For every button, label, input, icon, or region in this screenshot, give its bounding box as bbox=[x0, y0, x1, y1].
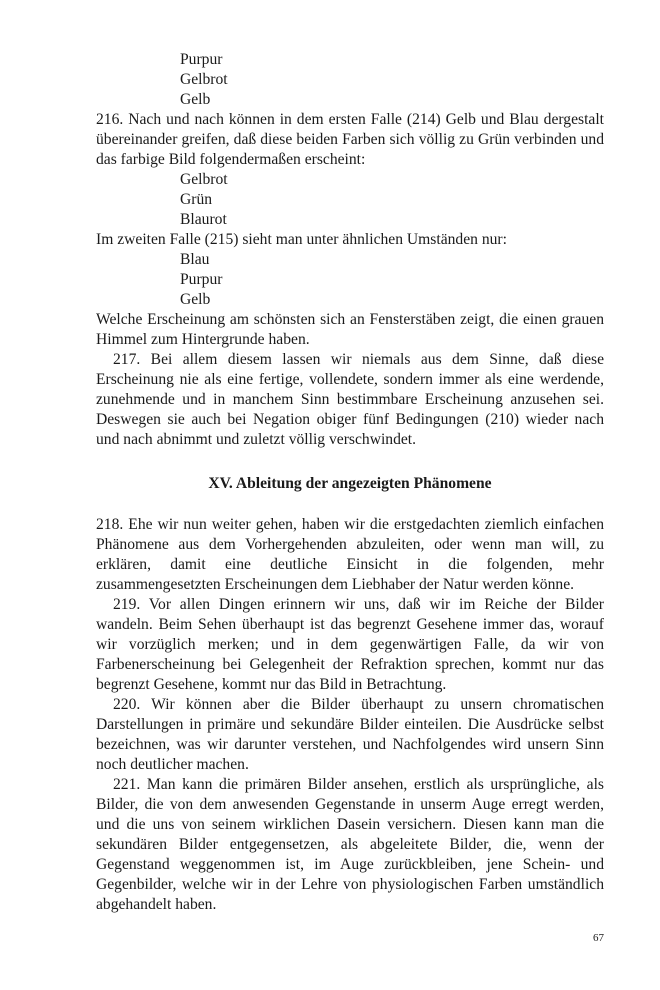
list-item: Gelbrot bbox=[180, 71, 228, 88]
paragraph-218: 218. Ehe wir nun weiter gehen, haben wir die erstgedachten ziemlich einfachen Phänomene aus dem Vorhergehenden abzuleiten, oder wenn man will, zu erklären, damit eine deutliche Einsicht in die folgenden, mehr zusammengesetzten Erscheinungen dem Liebhaber der Natur werden könne. bbox=[96, 516, 604, 593]
paragraph-216-closing: Welche Erscheinung am schönsten sich an Fensterstäben zeigt, die einen grauen Himmel zum Hintergrunde haben. bbox=[96, 311, 604, 348]
paragraph-220: 220. Wir können aber die Bilder überhaupt zu unsern chromatischen Darstellungen in primäre und sekundäre Bilder einteilen. Die Ausdrücke selbst bezeichnen, was wir darunter verstehen, und Nachfolgendes wird unsern Sinn noch deutlicher machen. bbox=[96, 696, 604, 773]
list-item: Blau bbox=[180, 251, 210, 268]
color-list-gelbrot-gruen-blaurot bbox=[96, 170, 604, 230]
list-item: Gelb bbox=[180, 91, 211, 108]
section-heading: XV. Ableitung der angezeigten Phänomene bbox=[208, 475, 492, 492]
paragraph-216: 216. Nach und nach können in dem ersten Falle (214) Gelb und Blau dergestalt übereinander greifen, daß diese beiden Farben sich völlig zu Grün verbinden und das farbige Bild folgendermaßen erscheint: bbox=[96, 111, 604, 168]
paragraph-221: 221. Man kann die primären Bilder ansehen, erstlich als ursprüngliche, als Bilder, die von dem anwesenden Gegenstande in unserm Auge erregt werden, und die uns von seinem wirklichen Dasein versichern. Diesen kann man die sekundären Bilder entgegensetzen, als abgeleitete Bilder, die, wenn der Gegenstand weggenommen ist, im Auge zurückbleiben, jene Schein- und Gegenbilder, welche wir in der Lehre von physiologischen Farben umständlich abgehandelt haben. bbox=[96, 776, 604, 913]
color-list-purpur-gelbrot-gelb bbox=[96, 50, 604, 110]
list-item: Gelbrot bbox=[180, 171, 228, 188]
paragraph-216-continued: Im zweiten Falle (215) sieht man unter ähnlichen Umständen nur: bbox=[96, 231, 507, 248]
paragraph-217: 217. Bei allem diesem lassen wir niemals aus dem Sinne, daß diese Erscheinung nie als eine fertige, vollendete, sondern immer als eine werdende, zunehmende und in manchem Sinn bestimmbare Erscheinung anzusehen sei. Deswegen sie auch bei Negation obiger fünf Bedingungen (210) wieder nach und nach abnimmt und zuletzt völlig verschwindet. bbox=[96, 351, 604, 448]
paragraph-219: 219. Vor allen Dingen erinnern wir uns, daß wir im Reiche der Bilder wandeln. Beim Sehen überhaupt ist das begrenzt Gesehene immer das, worauf wir vorzüglich merken; und in dem gegenwärtigen Falle, da wir von Farbenerscheinung bei Gelegenheit der Refraktion sprechen, kommt nur das begrenzt Gesehene, kommt nur das Bild in Betrachtung. bbox=[96, 596, 604, 693]
list-item: Blaurot bbox=[180, 211, 227, 228]
page-text bbox=[96, 50, 604, 915]
color-list-blau-purpur-gelb bbox=[96, 250, 604, 310]
page-number: 67 bbox=[593, 932, 604, 944]
list-item: Grün bbox=[180, 191, 213, 208]
list-item: Purpur bbox=[180, 51, 223, 68]
list-item: Purpur bbox=[180, 271, 223, 288]
list-item: Gelb bbox=[180, 291, 211, 308]
